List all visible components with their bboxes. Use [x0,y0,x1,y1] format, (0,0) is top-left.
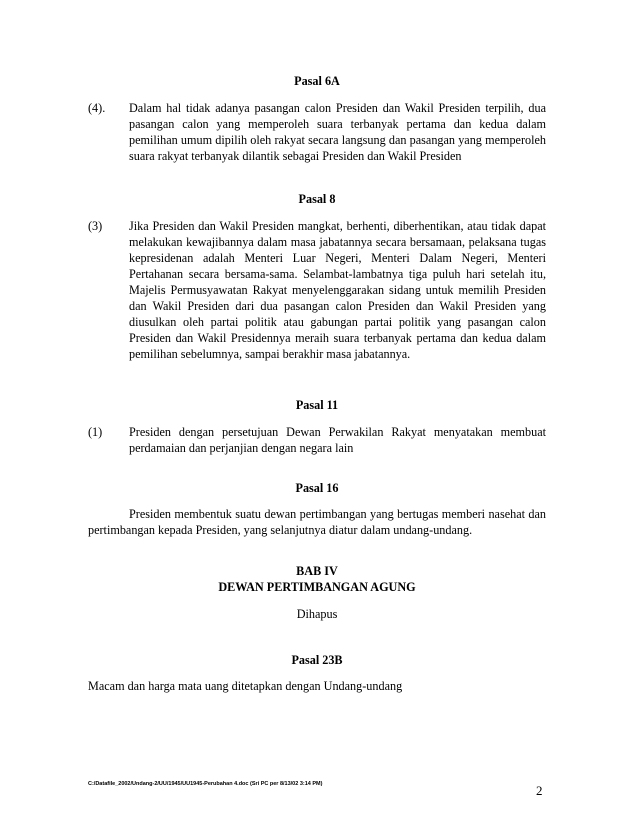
footer-file-path: C:/Datafile_2002/Undang-2/UU/1945/UU1945-Perubahan 4.doc (Sri PC per 8/13/02 3:14 PM) [88,781,323,787]
pasal-11-title: Pasal 11 [295,398,339,412]
pasal-8-text: Jika Presiden dan Wakil Presiden mangkat, berhenti, diberhentikan, atau tidak dapat melakukan kewajibannya dalam masa jabatannya secara bersamaan, pelaksana tugas kepresidenan adalah Menteri Luar Negeri, Menteri Dalam Negeri, Menteri Pertahanan secara bersama-sama. Selambat-lambatnya tiga puluh hari setelah itu, Majelis Permusyawatan Rakyat menyelenggarakan sidang untuk memilih Presiden dan Wakil Presiden dari dua pasangan calon Presiden dan Wakil Presiden yang diusulkan oleh partai politik atau gabungan partai politik yang pasangan calon Presiden dan Wakil Presidennya meraih suara terbanyak pertama dan kedua dalam pemilihan sebelumnya, sampai berakhir masa jabatannya. [129,219,546,361]
pasal-6a-text: Dalam hal tidak adanya pasangan calon Presiden dan Wakil Presiden terpilih, dua pasangan calon yang memperoleh suara terbanyak pertama dan kedua dalam pemilihan umum dipilih oleh rakyat secara langsung dan pasangan yang memperoleh suara rakyat terbanyak dilantik sebagai Presiden dan Wakil Presiden [129,101,546,163]
pasal-6a-title: Pasal 6A [294,74,340,88]
pasal-11-text: Presiden dengan persetujuan Dewan Perwakilan Rakyat menyatakan membuat perdamaian dan perjanjian dengan negara lain [129,425,546,455]
pasal-6a-item-number: (4). [88,101,106,115]
pasal-23b-text: Macam dan harga mata uang ditetapkan dengan Undang-undang [88,679,403,693]
pasal-8-item-number: (3) [88,219,103,233]
pasal-16-text: Presiden membentuk suatu dewan pertimbangan yang bertugas memberi nasehat dan pertimbangan kepada Presiden, yang selanjutnya diatur dalam undang-undang. [88,507,546,537]
pasal-16-title: Pasal 16 [295,481,339,495]
pasal-8-title: Pasal 8 [298,192,336,206]
page-number: 2 [536,783,543,798]
bab-iv-note: Dihapus [296,607,338,621]
bab-iv-title: BAB IV [296,564,338,578]
pasal-23b-title: Pasal 23B [291,653,343,667]
pasal-11-item-number: (1) [88,425,103,439]
bab-iv-subtitle: DEWAN PERTIMBANGAN AGUNG [218,580,416,594]
